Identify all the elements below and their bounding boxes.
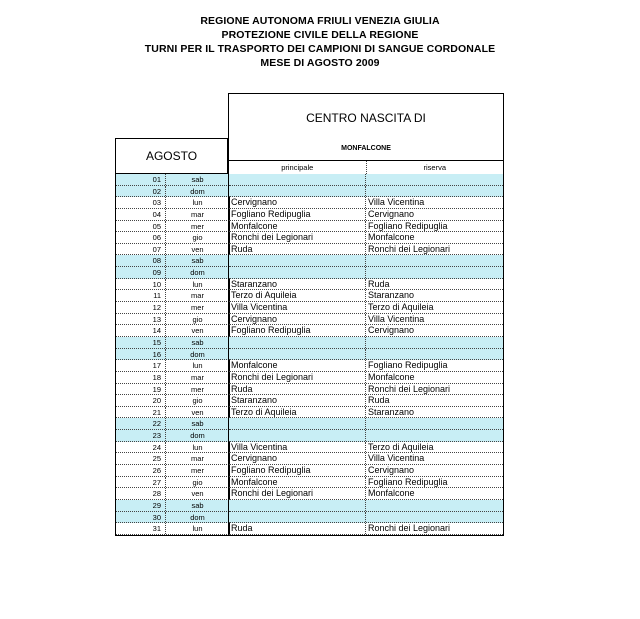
riserva-cell xyxy=(366,174,503,185)
day-of-week: dom xyxy=(190,512,205,522)
shift-row xyxy=(229,360,503,372)
date-row xyxy=(116,197,229,209)
principale-cell: Villa Vicentina xyxy=(229,302,366,313)
shift-row xyxy=(229,255,503,267)
day-number: 23 xyxy=(116,430,166,441)
riserva-cell xyxy=(366,349,503,360)
principale-cell xyxy=(229,418,366,429)
day-number: 27 xyxy=(116,477,166,488)
month-label: AGOSTO xyxy=(145,149,198,163)
shift-row xyxy=(229,488,503,500)
date-row xyxy=(116,186,229,198)
day-number: 12 xyxy=(116,302,166,313)
date-row xyxy=(116,430,229,442)
shift-row xyxy=(229,325,503,337)
day-number: 07 xyxy=(116,244,166,255)
riserva-cell: Monfalcone xyxy=(368,371,415,382)
principale-cell: Staranzano xyxy=(229,279,366,290)
day-of-week: mar xyxy=(191,372,204,382)
date-row xyxy=(116,372,229,384)
day-number: 11 xyxy=(116,290,166,301)
day-of-week: mer xyxy=(191,466,204,476)
day-of-week: gio xyxy=(192,477,203,487)
shift-table xyxy=(228,174,504,536)
shift-row xyxy=(229,372,503,384)
day-of-week: lun xyxy=(192,361,203,371)
day-number: 14 xyxy=(116,325,166,336)
date-row xyxy=(116,349,229,361)
principale-cell: Ruda xyxy=(229,523,366,534)
shift-row xyxy=(229,221,503,233)
month-header xyxy=(115,138,228,174)
column-header-riserva: riserva xyxy=(423,163,446,172)
shift-row xyxy=(229,349,503,361)
day-number: 06 xyxy=(116,232,166,243)
date-row xyxy=(116,209,229,221)
riserva-cell: Villa Vicentina xyxy=(368,313,425,324)
shift-row xyxy=(229,418,503,430)
date-row xyxy=(116,465,229,477)
day-number: 30 xyxy=(116,512,166,523)
day-of-week: mar xyxy=(191,209,204,219)
principale-cell xyxy=(229,337,366,348)
shift-row xyxy=(229,337,503,349)
date-row xyxy=(116,512,229,524)
date-row xyxy=(116,302,229,314)
principale-cell: Cervignano xyxy=(229,453,366,464)
day-number: 28 xyxy=(116,488,166,499)
date-row xyxy=(116,442,229,454)
shift-row xyxy=(229,384,503,396)
day-number: 24 xyxy=(116,442,166,453)
day-number: 21 xyxy=(116,407,166,418)
day-of-week: ven xyxy=(191,244,204,254)
date-table xyxy=(115,174,230,536)
riserva-cell: Terzo di Aquileia xyxy=(368,302,434,313)
day-of-week: gio xyxy=(192,396,203,406)
shift-row xyxy=(229,186,503,198)
principale-cell: Terzo di Aquileia xyxy=(229,407,366,418)
center-title: CENTRO NASCITA DI xyxy=(306,111,426,125)
shift-row xyxy=(229,442,503,454)
day-number: 01 xyxy=(116,174,166,185)
principale-cell: Monfalcone xyxy=(229,360,366,371)
date-row xyxy=(116,418,229,430)
riserva-cell: Ronchi dei Legionari xyxy=(368,523,451,534)
principale-cell: Monfalcone xyxy=(229,477,366,488)
day-number: 31 xyxy=(116,523,166,534)
day-of-week: dom xyxy=(190,268,205,278)
principale-cell xyxy=(229,500,366,511)
day-of-week: ven xyxy=(191,326,204,336)
riserva-cell: Villa Vicentina xyxy=(368,453,425,464)
day-number: 13 xyxy=(116,314,166,325)
date-row xyxy=(116,395,229,407)
principale-cell: Ruda xyxy=(229,384,366,395)
riserva-cell: Monfalcone xyxy=(368,488,415,499)
column-header-principale: principale xyxy=(229,161,367,174)
date-row xyxy=(116,407,229,419)
day-of-week: sab xyxy=(191,256,204,266)
shift-row xyxy=(229,395,503,407)
document-header xyxy=(0,14,640,70)
shift-row xyxy=(229,279,503,291)
riserva-cell: Terzo di Aquileia xyxy=(368,441,434,452)
principale-cell xyxy=(229,186,366,197)
date-row xyxy=(116,488,229,500)
date-row xyxy=(116,384,229,396)
shift-row xyxy=(229,244,503,256)
riserva-cell: Ruda xyxy=(368,278,390,289)
riserva-cell xyxy=(366,512,503,523)
principale-cell: Ronchi dei Legionari xyxy=(229,488,366,499)
principale-cell: Ruda xyxy=(229,244,366,255)
day-of-week: mer xyxy=(191,384,204,394)
shift-row xyxy=(229,465,503,477)
shift-row xyxy=(229,302,503,314)
column-headers xyxy=(228,161,504,174)
day-number: 25 xyxy=(116,453,166,464)
principale-cell: Fogliano Redipuglia xyxy=(229,209,366,220)
day-number: 17 xyxy=(116,360,166,371)
principale-cell: Ronchi dei Legionari xyxy=(229,232,366,243)
day-number: 26 xyxy=(116,465,166,476)
shift-row xyxy=(229,174,503,186)
day-number: 09 xyxy=(116,267,166,278)
day-of-week: gio xyxy=(192,314,203,324)
shift-row xyxy=(229,267,503,279)
riserva-cell: Fogliano Redipuglia xyxy=(368,360,448,371)
center-header xyxy=(228,93,504,161)
day-number: 02 xyxy=(116,186,166,197)
principale-cell: Cervignano xyxy=(229,197,366,208)
header-title: TURNI PER IL TRASPORTO DEI CAMPIONI DI SANGUE CORDONALE xyxy=(144,43,496,55)
shift-row xyxy=(229,314,503,326)
date-row xyxy=(116,477,229,489)
riserva-cell: Cervignano xyxy=(368,208,415,219)
shift-row xyxy=(229,477,503,489)
date-row xyxy=(116,453,229,465)
date-row xyxy=(116,360,229,372)
day-of-week: lun xyxy=(192,524,203,534)
riserva-cell xyxy=(366,500,503,511)
date-row xyxy=(116,314,229,326)
day-number: 05 xyxy=(116,221,166,232)
riserva-cell: Ronchi dei Legionari xyxy=(368,243,451,254)
principale-cell: Fogliano Redipuglia xyxy=(229,325,366,336)
shift-row xyxy=(229,232,503,244)
day-number: 19 xyxy=(116,384,166,395)
principale-cell: Villa Vicentina xyxy=(229,442,366,453)
shift-row xyxy=(229,430,503,442)
principale-cell: Terzo di Aquileia xyxy=(229,290,366,301)
day-of-week: mar xyxy=(191,454,204,464)
riserva-cell xyxy=(366,267,503,278)
riserva-cell: Cervignano xyxy=(368,325,415,336)
day-number: 16 xyxy=(116,349,166,360)
date-row xyxy=(116,255,229,267)
date-row xyxy=(116,174,229,186)
day-number: 03 xyxy=(116,197,166,208)
principale-cell xyxy=(229,174,366,185)
date-row xyxy=(116,523,229,535)
riserva-cell: Fogliano Redipuglia xyxy=(368,220,448,231)
principale-cell: Monfalcone xyxy=(229,221,366,232)
day-number: 08 xyxy=(116,255,166,266)
day-of-week: sab xyxy=(191,337,204,347)
riserva-cell: Cervignano xyxy=(368,465,415,476)
day-of-week: dom xyxy=(190,186,205,196)
date-row xyxy=(116,500,229,512)
day-of-week: lun xyxy=(192,279,203,289)
riserva-cell xyxy=(366,186,503,197)
header-region: REGIONE AUTONOMA FRIULI VENEZIA GIULIA xyxy=(200,15,440,27)
day-number: 15 xyxy=(116,337,166,348)
day-number: 22 xyxy=(116,418,166,429)
shift-row xyxy=(229,290,503,302)
day-of-week: sab xyxy=(191,175,204,184)
riserva-cell: Monfalcone xyxy=(368,232,415,243)
principale-cell: Staranzano xyxy=(229,395,366,406)
date-row xyxy=(116,290,229,302)
principale-cell xyxy=(229,430,366,441)
date-row xyxy=(116,221,229,233)
day-of-week: dom xyxy=(190,349,205,359)
date-row xyxy=(116,232,229,244)
day-of-week: gio xyxy=(192,233,203,243)
date-row xyxy=(116,244,229,256)
shift-row xyxy=(229,500,503,512)
date-row xyxy=(116,279,229,291)
riserva-cell: Ruda xyxy=(368,395,390,406)
header-civil-protection: PROTEZIONE CIVILE DELLA REGIONE xyxy=(221,29,419,41)
day-of-week: mer xyxy=(191,303,204,313)
riserva-cell xyxy=(366,430,503,441)
principale-cell xyxy=(229,255,366,266)
day-of-week: dom xyxy=(190,431,205,441)
riserva-cell xyxy=(366,255,503,266)
shift-row xyxy=(229,407,503,419)
riserva-cell: Ronchi dei Legionari xyxy=(368,383,451,394)
day-of-week: sab xyxy=(191,500,204,510)
date-row xyxy=(116,325,229,337)
day-of-week: mar xyxy=(191,291,204,301)
riserva-cell: Fogliano Redipuglia xyxy=(368,476,448,487)
day-number: 04 xyxy=(116,209,166,220)
principale-cell xyxy=(229,512,366,523)
shift-row xyxy=(229,523,503,535)
day-of-week: ven xyxy=(191,489,204,499)
day-number: 29 xyxy=(116,500,166,511)
date-row xyxy=(116,337,229,349)
shift-row xyxy=(229,453,503,465)
principale-cell: Ronchi dei Legionari xyxy=(229,372,366,383)
center-name: MONFALCONE xyxy=(341,145,391,152)
date-row xyxy=(116,267,229,279)
riserva-cell xyxy=(366,337,503,348)
principale-cell xyxy=(229,349,366,360)
principale-cell: Fogliano Redipuglia xyxy=(229,465,366,476)
day-number: 18 xyxy=(116,372,166,383)
day-of-week: lun xyxy=(192,198,203,208)
riserva-cell xyxy=(366,418,503,429)
day-of-week: mer xyxy=(191,221,204,231)
day-number: 10 xyxy=(116,279,166,290)
day-of-week: lun xyxy=(192,442,203,452)
riserva-cell: Staranzano xyxy=(368,406,415,417)
shift-row xyxy=(229,197,503,209)
day-of-week: ven xyxy=(191,407,204,417)
principale-cell xyxy=(229,267,366,278)
day-number: 20 xyxy=(116,395,166,406)
riserva-cell: Villa Vicentina xyxy=(368,197,425,208)
riserva-cell: Staranzano xyxy=(368,290,415,301)
day-of-week: sab xyxy=(191,419,204,429)
shift-row xyxy=(229,512,503,524)
shift-row xyxy=(229,209,503,221)
header-month: MESE DI AGOSTO 2009 xyxy=(260,57,380,69)
principale-cell: Cervignano xyxy=(229,314,366,325)
